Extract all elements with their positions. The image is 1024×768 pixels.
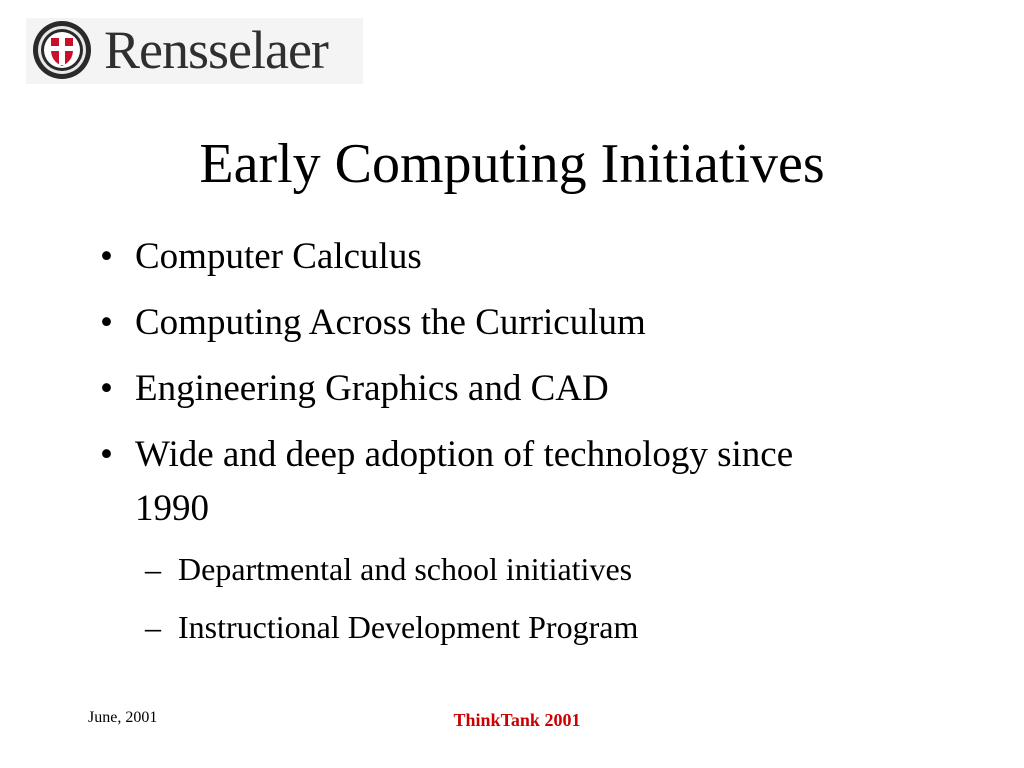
bullet-marker: • bbox=[100, 236, 113, 277]
bullet-text: Engineering Graphics and CAD bbox=[135, 368, 609, 409]
sub-bullet-marker: – bbox=[145, 551, 161, 587]
sub-bullet-text: Departmental and school initiatives bbox=[178, 551, 633, 587]
rensselaer-logo bbox=[26, 18, 363, 84]
bullet-text: Wide and deep adoption of technology since bbox=[135, 434, 794, 475]
sub-bullet-marker: – bbox=[145, 609, 161, 645]
footer-date: June, 2001 bbox=[88, 709, 158, 726]
bullet-text: Computing Across the Curriculum bbox=[135, 302, 646, 343]
logo-wordmark: Rensselaer bbox=[104, 20, 328, 80]
bullet-text: Computer Calculus bbox=[135, 236, 422, 277]
bullet-marker: • bbox=[100, 302, 113, 343]
bullet-continuation-text: 1990 bbox=[135, 488, 209, 529]
slide-title: Early Computing Initiatives bbox=[199, 133, 825, 195]
footer-event-name: ThinkTank 2001 bbox=[453, 710, 581, 730]
rensselaer-seal-icon bbox=[32, 20, 92, 80]
bullet-marker: • bbox=[100, 434, 113, 475]
bullet-marker: • bbox=[100, 368, 113, 409]
sub-bullet-text: Instructional Development Program bbox=[178, 609, 639, 645]
